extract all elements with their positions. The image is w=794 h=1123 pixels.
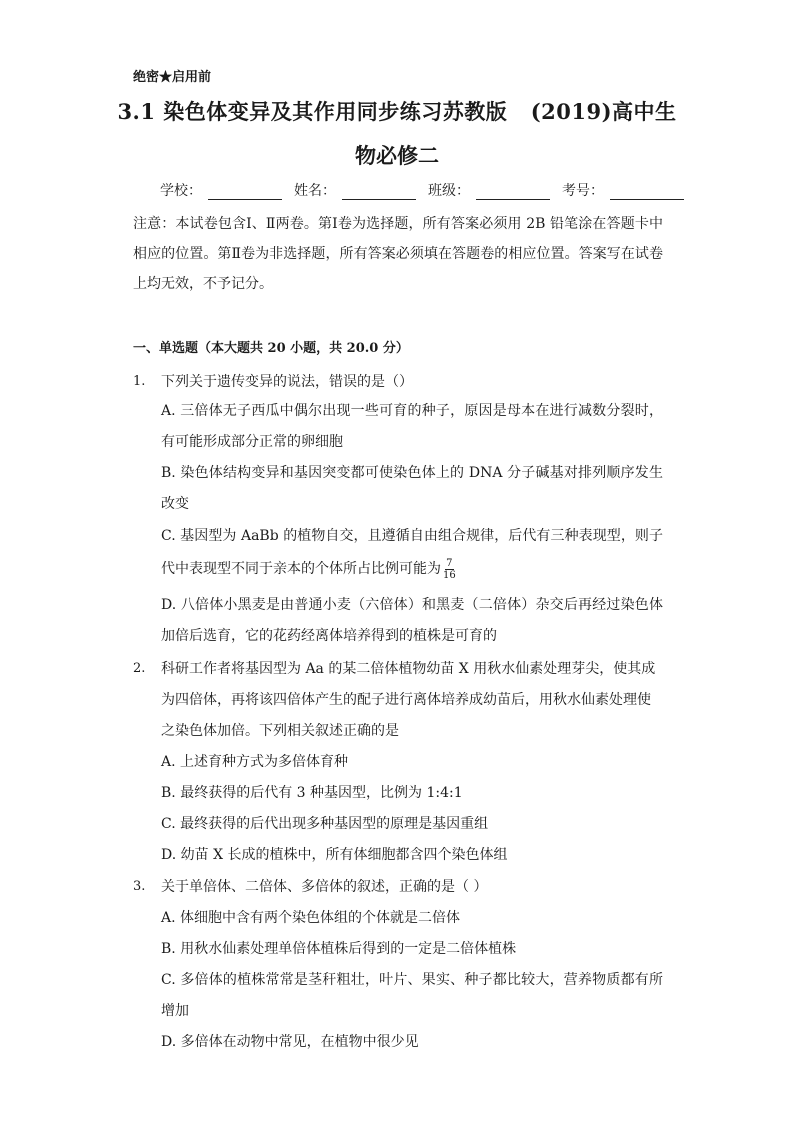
option-a: A. 三倍体无子西瓜中偶尔出现一些可育的种子，原因是母本在进行减数分裂时，有可能形成部分正常的卵细胞 — [161, 403, 663, 450]
option-c: C. 多倍体的植株常常是茎秆粗壮，叶片、果实、种子都比较大，营养物质都有所增加 — [161, 972, 663, 1019]
name-label: 姓名： — [294, 183, 336, 199]
exam-no-blank[interactable] — [610, 185, 684, 200]
fraction — [443, 558, 456, 581]
option-a: A. 上述育种方式为多倍体育种 — [161, 754, 349, 770]
option-a: A. 体细胞中含有两个染色体组的个体就是二倍体 — [161, 910, 461, 926]
school-blank[interactable] — [208, 185, 282, 200]
option-d: D. 多倍体在动物中常见，在植物中很少见 — [161, 1034, 419, 1050]
school-label: 学校： — [160, 183, 202, 199]
question-stem: 关于单倍体、二倍体、多倍体的叙述，正确的是（ ） — [161, 879, 488, 895]
question-stem: 科研工作者将基因型为 Aa 的某二倍体植物幼苗 X 用秋水仙素处理芽尖，使其成为四倍体，再将该四倍体产生的配子进行离体培养成幼苗后，用秋水仙素处理使之染色体加倍。下列相关叙述正确的是 — [161, 661, 656, 739]
exam-notice: 注意：本试卷包含Ⅰ、Ⅱ两卷。第Ⅰ卷为选择题，所有答案必须用 2B 铅笔涂在答题卡中相应的位置。第Ⅱ卷为非选择题，所有答案必须填在答题卷的相应位置。答案写在试卷上均无效，不予记分。 — [133, 216, 663, 292]
option-c: C. 最终获得的后代出现多种基因型的原理是基因重组 — [161, 816, 489, 832]
fraction-denominator: 16 — [443, 569, 456, 581]
option-b: B. 用秋水仙素处理单倍体植株后得到的一定是二倍体植株 — [161, 941, 517, 957]
fraction-numerator: 7 — [446, 557, 453, 569]
question-stem: 下列关于遗传变异的说法，错误的是（） — [161, 374, 413, 390]
option-d: D. 八倍体小黑麦是由普通小麦（六倍体）和黑麦（二倍体）杂交后再经过染色体加倍后选育，它的花药经离体培养得到的植株是可育的 — [161, 597, 663, 644]
page-title-line2: 物必修二 — [355, 143, 439, 168]
option-c — [161, 520, 663, 586]
option-b: B. 最终获得的后代有 3 种基因型，比例为 1:4:1 — [161, 785, 463, 801]
question-number: 3. — [133, 879, 146, 894]
name-blank[interactable] — [342, 185, 416, 200]
secret-mark: 绝密★启用前 — [133, 70, 212, 85]
section-heading: 一、单选题（本大题共 20 小题，共 20.0 分） — [133, 341, 409, 356]
option-b: B. 染色体结构变异和基因突变都可使染色体上的 DNA 分子碱基对排列顺序发生改变 — [161, 465, 663, 512]
question-number: 2. — [133, 661, 146, 676]
student-info-row — [160, 180, 690, 200]
option-d: D. 幼苗 X 长成的植株中，所有体细胞都含四个染色体组 — [161, 847, 508, 863]
page-title-line1: 3.1 染色体变异及其作用同步练习苏教版 (2019)高中生 — [117, 99, 677, 124]
class-label: 班级： — [428, 183, 470, 199]
exam-no-label: 考号： — [562, 183, 604, 199]
option-c-text: C. 基因型为 AaBb 的植物自交，且遵循自由组合规律，后代有三种表现型，则子代中表现型不同于亲本的个体所占比例可能为 — [161, 528, 663, 577]
class-blank[interactable] — [476, 185, 550, 200]
question-number: 1. — [133, 374, 146, 389]
